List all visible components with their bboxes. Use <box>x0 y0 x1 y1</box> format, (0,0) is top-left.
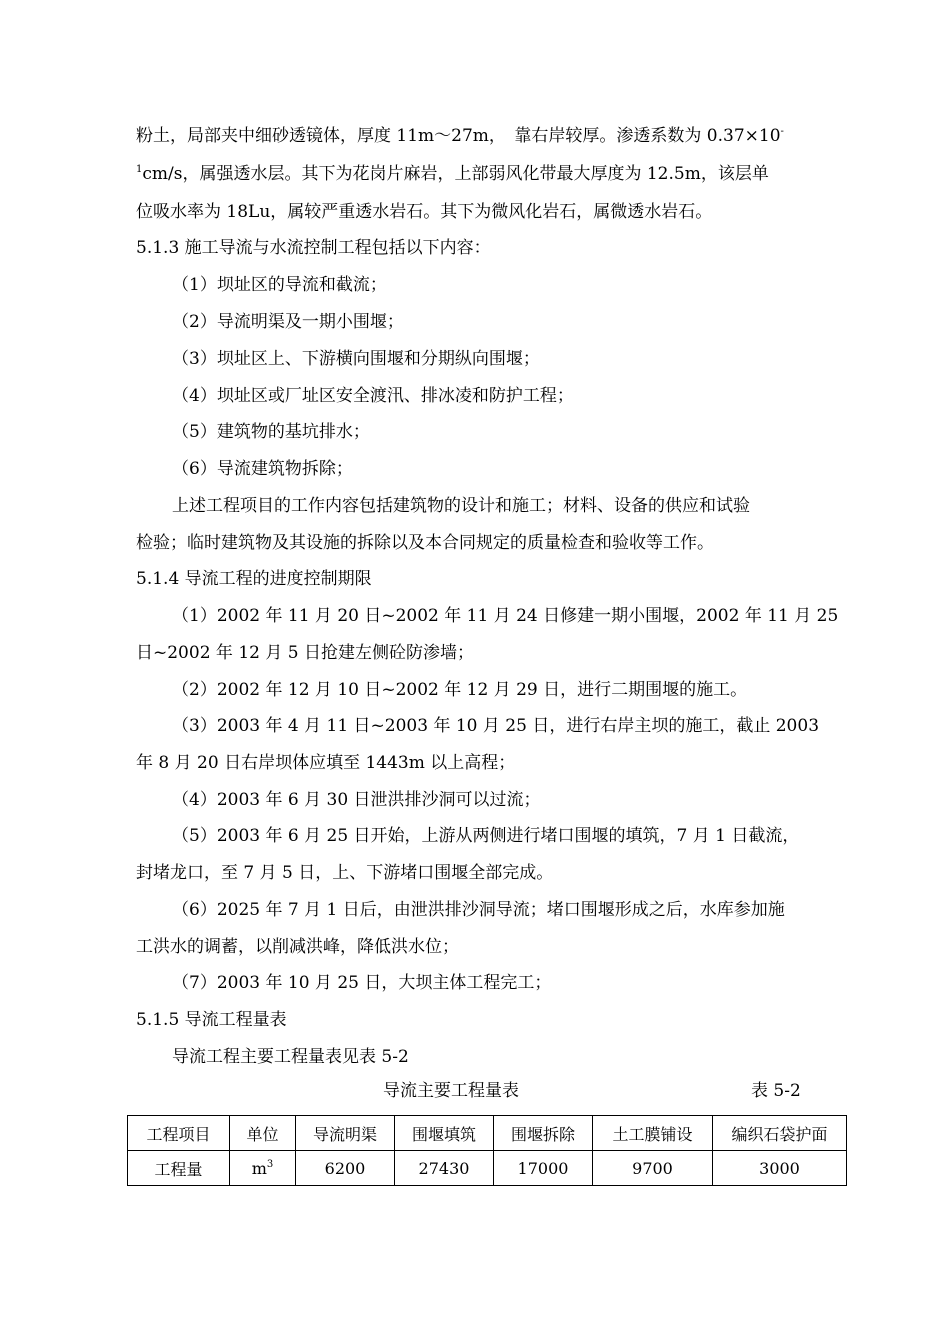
list-item: （2）导流明渠及一期小围堰； <box>172 312 404 332</box>
list-item: （4）2003 年 6 月 30 日泄洪排沙洞可以过流； <box>172 790 541 810</box>
table-header-cell: 工程项目 <box>128 1116 230 1151</box>
table-unit-cell <box>230 1151 296 1186</box>
table-header-row <box>128 1116 847 1151</box>
unit-base: m <box>251 1158 267 1178</box>
list-item: （1）2002 年 11 月 20 日~2002 年 11 月 24 日修建一期小围堰，2002 年 11 月 25 <box>172 606 839 626</box>
list-item: （1）坝址区的导流和截流； <box>172 275 387 295</box>
table-row-label: 工程量 <box>128 1151 230 1186</box>
paragraph-line: 上述工程项目的工作内容包括建筑物的设计和施工；材料、设备的供应和试验 <box>172 496 750 516</box>
table-header-cell: 导流明渠 <box>296 1116 395 1151</box>
table-caption: 导流主要工程量表 <box>383 1081 519 1101</box>
table-header-cell: 围堰填筑 <box>395 1116 494 1151</box>
section-heading-5-1-4: 5.1.4 导流工程的进度控制期限 <box>136 569 372 589</box>
quantity-table <box>127 1115 847 1186</box>
superscript: - <box>780 126 784 137</box>
table-cell: 17000 <box>494 1151 593 1186</box>
list-item: （2）2002 年 12 月 10 日~2002 年 12 月 29 日，进行二期围堰的施工。 <box>172 680 748 700</box>
list-item: （3）坝址区上、下游横向围堰和分期纵向围堰； <box>172 349 540 369</box>
table-cell: 9700 <box>593 1151 713 1186</box>
list-item-continuation: 日~2002 年 12 月 5 日抢建左侧砼防渗墙； <box>136 643 474 663</box>
table-header-cell: 编织石袋护面 <box>713 1116 847 1151</box>
table-header-cell: 单位 <box>230 1116 296 1151</box>
paragraph-line: 位吸水率为 18Lu，属较严重透水岩石。其下为微风化岩石，属微透水岩石。 <box>136 202 713 222</box>
text-segment: cm/s，属强透水层。其下为花岗片麻岩，上部弱风化带最大厚度为 12.5m，该层单 <box>142 164 769 184</box>
list-item-continuation: 工洪水的调蓄，以削减洪峰，降低洪水位； <box>136 937 459 957</box>
list-item: （6）2025 年 7 月 1 日后，由泄洪排沙洞导流；堵口围堰形成之后，水库参加施 <box>172 900 785 920</box>
table-number: 表 5-2 <box>751 1081 801 1101</box>
paragraph-line: 检验；临时建筑物及其设施的拆除以及本合同规定的质量检查和验收等工作。 <box>136 533 714 553</box>
list-item-continuation: 年 8 月 20 日右岸坝体应填至 1443m 以上高程； <box>136 753 516 773</box>
table-cell: 27430 <box>395 1151 494 1186</box>
section-heading-5-1-5: 5.1.5 导流工程量表 <box>136 1010 287 1030</box>
list-item: （7）2003 年 10 月 25 日，大坝主体工程完工； <box>172 973 552 993</box>
list-item: （5）2003 年 6 月 25 日开始，上游从两侧进行堵口围堰的填筑，7 月 1 日截流， <box>172 826 800 846</box>
table-header-cell: 围堰拆除 <box>494 1116 593 1151</box>
table-header-cell: 土工膜铺设 <box>593 1116 713 1151</box>
table-cell: 3000 <box>713 1151 847 1186</box>
table-row <box>128 1151 847 1186</box>
paragraph-line <box>136 163 769 185</box>
list-item: （5）建筑物的基坑排水； <box>172 422 370 442</box>
unit-superscript: 3 <box>266 1158 274 1170</box>
list-item-continuation: 封堵龙口，至 7 月 5 日，上、下游堵口围堰全部完成。 <box>136 863 554 883</box>
paragraph-line <box>136 125 784 147</box>
list-item: （6）导流建筑物拆除； <box>172 459 353 479</box>
list-item: （3）2003 年 4 月 11 日~2003 年 10 月 25 日，进行右岸主坝的施工，截止 2003 <box>172 716 820 736</box>
list-item: （4）坝址区或厂址区安全渡汛、排冰凌和防护工程； <box>172 386 574 406</box>
table-cell: 6200 <box>296 1151 395 1186</box>
text-segment: 粉土，局部夹中细砂透镜体，厚度 11m～27m， 靠右岸较厚。渗透系数为 0.37×10 <box>136 126 781 146</box>
paragraph-line: 导流工程主要工程量表见表 5-2 <box>172 1047 409 1067</box>
superscript: 1 <box>136 164 143 175</box>
section-heading-5-1-3: 5.1.3 施工导流与水流控制工程包括以下内容： <box>136 238 491 258</box>
